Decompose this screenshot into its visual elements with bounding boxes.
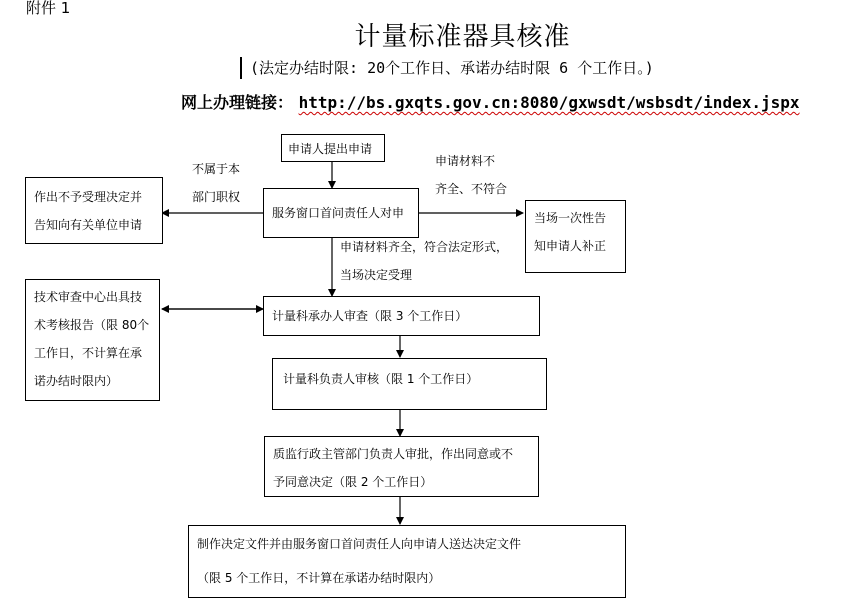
label-accept-note-2: 当场决定受理 bbox=[340, 268, 413, 282]
label-supplement-note-1: 申请材料不 bbox=[435, 154, 496, 168]
node-window bbox=[263, 188, 419, 238]
node-tech-line1: 技术审查中心出具技 bbox=[34, 290, 143, 304]
node-reject-line1: 作出不予受理决定并 bbox=[34, 190, 143, 204]
node-approve-line2: 予同意决定（限 2 个工作日） bbox=[273, 475, 433, 489]
node-review bbox=[263, 296, 540, 336]
node-tech-line2: 术考核报告（限 80个 bbox=[34, 318, 150, 332]
node-deliver bbox=[188, 525, 626, 598]
node-tech-line3: 工作日，不计算在承 bbox=[34, 346, 143, 360]
node-audit bbox=[272, 358, 547, 410]
attachment-label: 附件 1 bbox=[26, 0, 71, 17]
label-supplement-note-2: 齐全、不符合 bbox=[435, 182, 508, 196]
label-accept-note-1: 申请材料齐全，符合法定形式， bbox=[340, 240, 509, 254]
node-tech-review bbox=[25, 279, 160, 401]
node-review-text: 计量科承办人审查（限 3 个工作日） bbox=[272, 309, 468, 323]
node-apply bbox=[281, 134, 385, 162]
page-title: 计量标准器具核准 bbox=[354, 22, 571, 52]
label-reject-note-1: 不属于本 bbox=[192, 162, 241, 176]
node-supplement-line2: 知申请人补正 bbox=[534, 239, 607, 253]
online-link-url[interactable]: http://bs.gxqts.gov.cn:8080/gxwsdt/wsbsdt/index.jspx bbox=[298, 93, 800, 112]
node-reject-line2: 告知向有关单位申请 bbox=[34, 218, 143, 232]
online-link-label: 网上办理链接： bbox=[181, 93, 294, 112]
time-limit-note: (法定办结时限: 20个工作日、承诺办结时限 6 个工作日。) bbox=[250, 59, 654, 77]
node-supplement-line1: 当场一次性告 bbox=[534, 211, 607, 225]
node-approve bbox=[264, 436, 539, 497]
node-reject bbox=[25, 177, 163, 244]
node-approve-line1: 质监行政主管部门负责人审批，作出同意或不 bbox=[273, 447, 514, 461]
node-tech-line4: 诺办结时限内） bbox=[34, 374, 119, 388]
node-deliver-line2: （限 5 个工作日，不计算在承诺办结时限内） bbox=[197, 571, 441, 585]
node-window-text: 服务窗口首问责任人对申 bbox=[272, 206, 405, 220]
label-reject-note-2: 部门职权 bbox=[192, 190, 241, 204]
node-deliver-line1: 制作决定文件并由服务窗口首问责任人向申请人送达决定文件 bbox=[197, 537, 522, 551]
node-supplement bbox=[525, 200, 626, 273]
node-audit-text: 计量科负责人审核（限 1 个工作日） bbox=[283, 372, 479, 386]
node-apply-text: 申请人提出申请 bbox=[288, 142, 373, 156]
